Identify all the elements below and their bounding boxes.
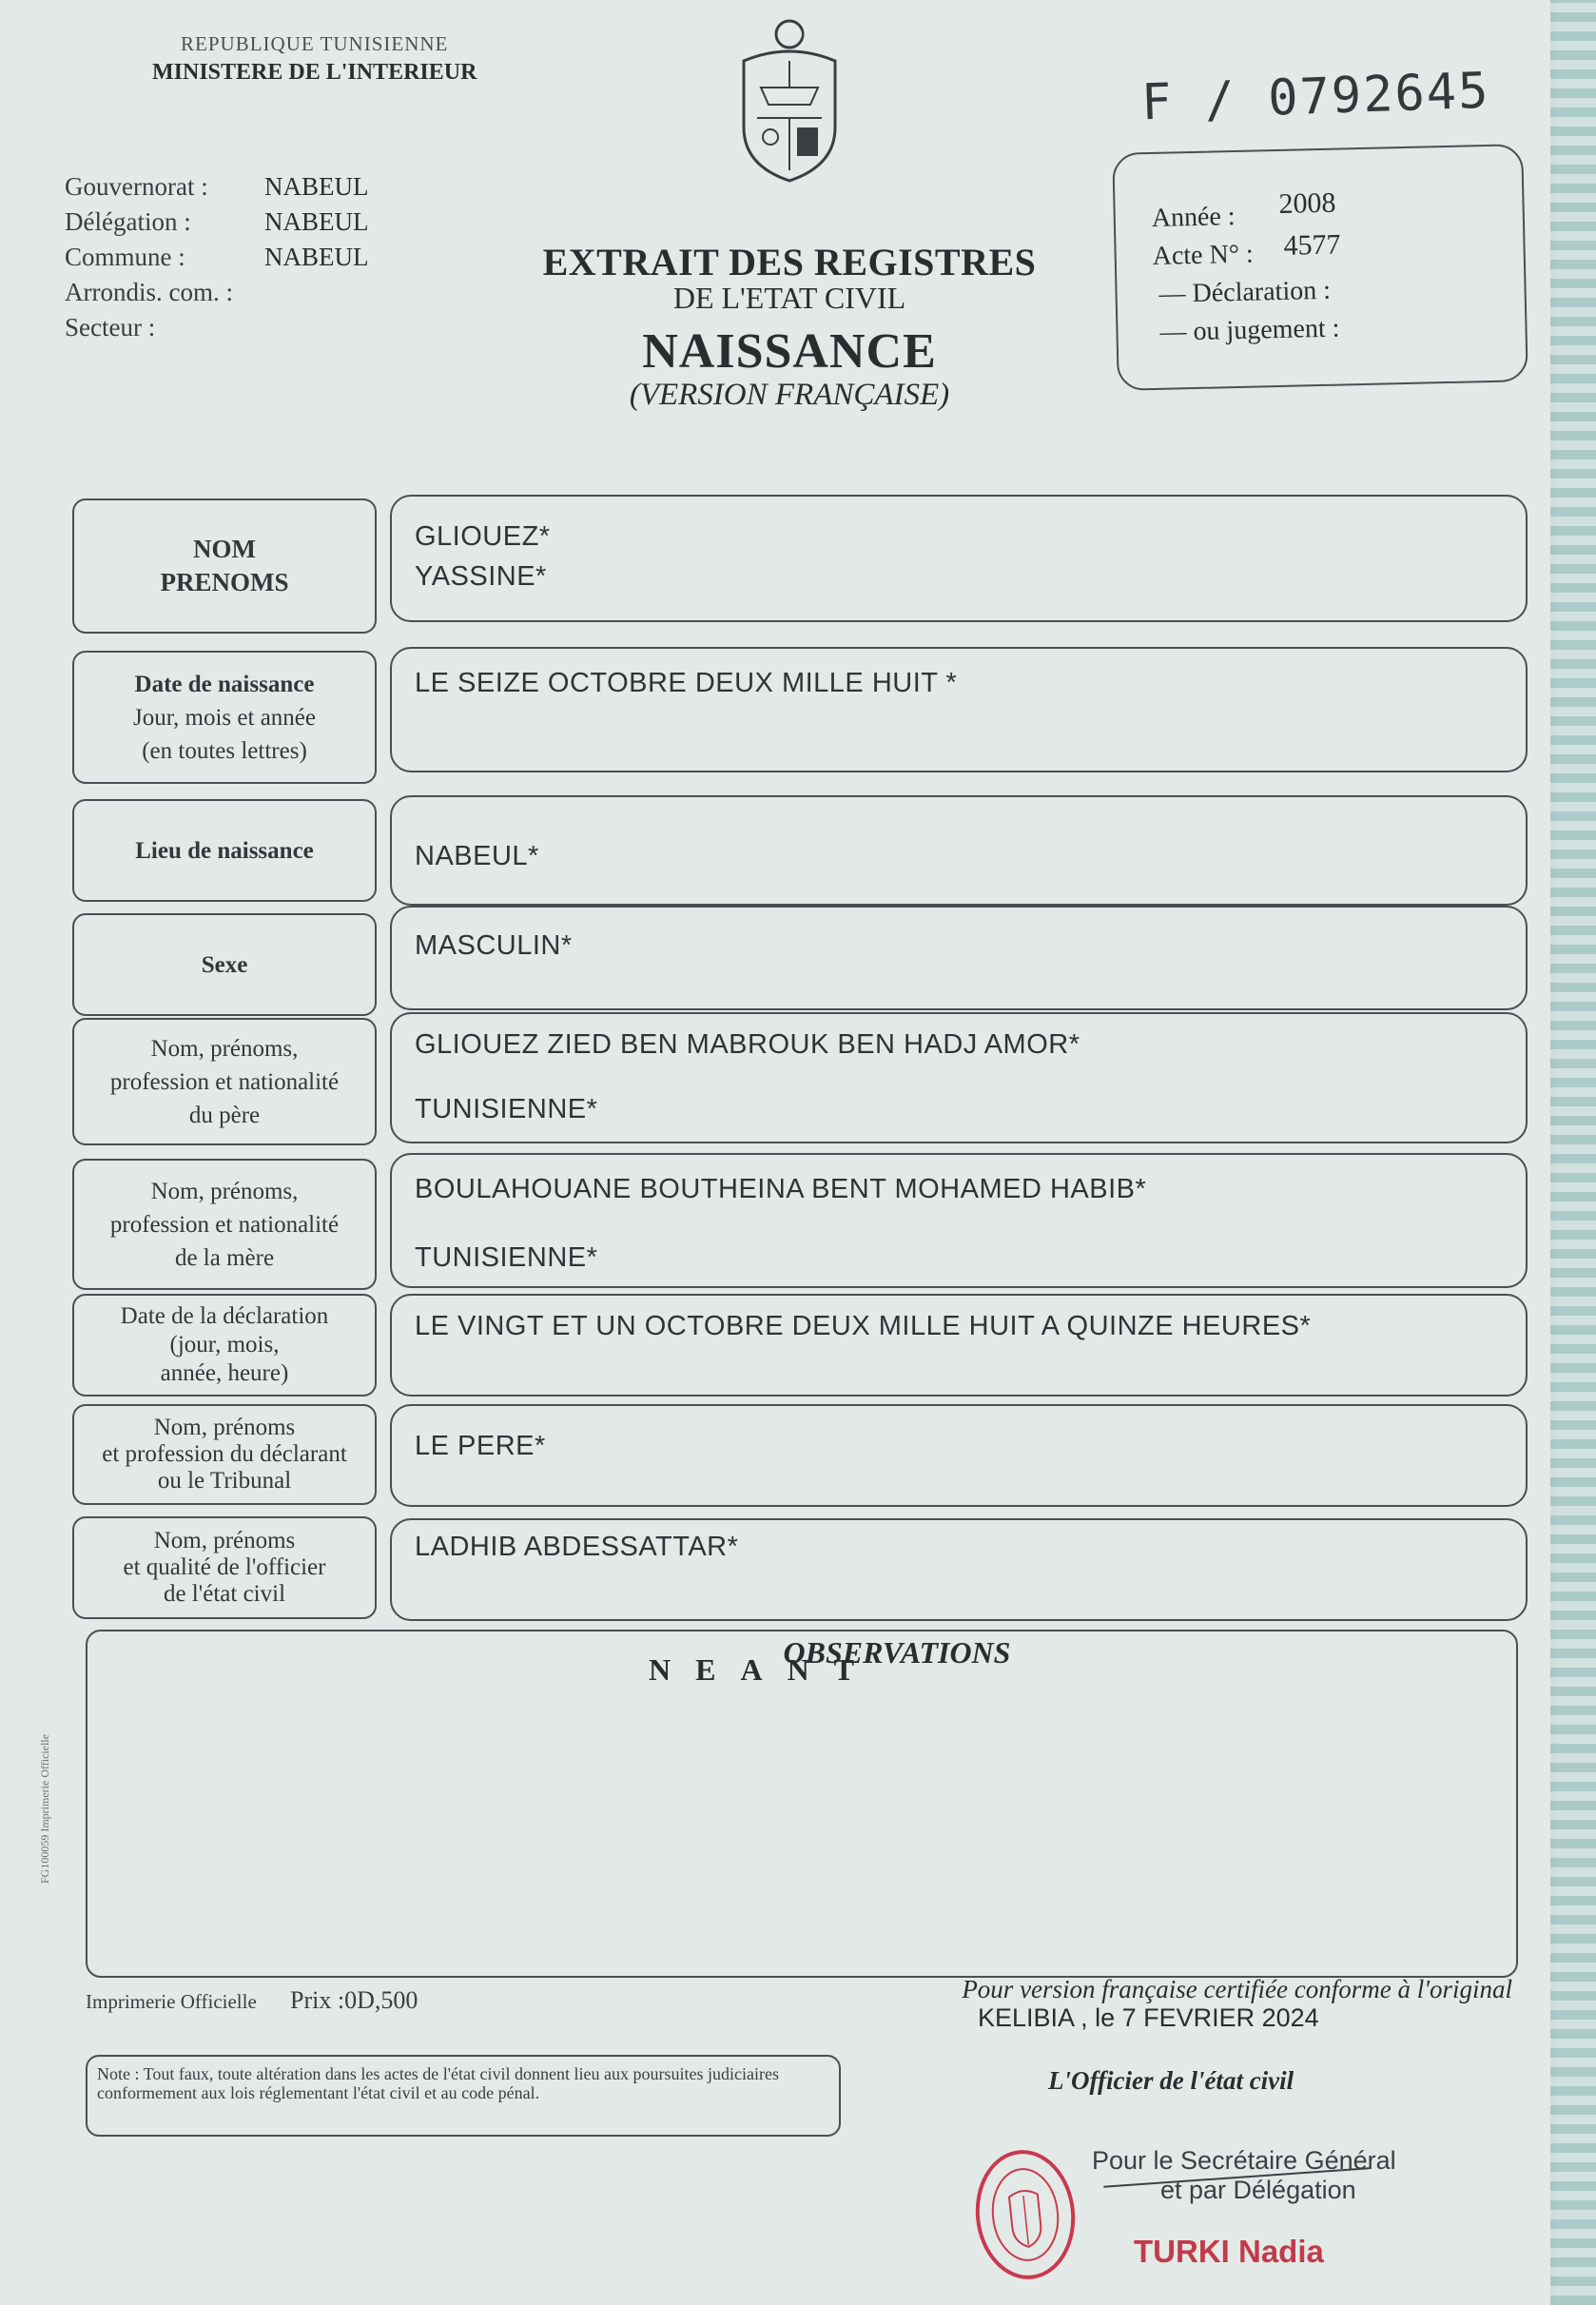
- mere-label-3: de la mère: [174, 1244, 275, 1271]
- date-naissance-label-cell: [72, 651, 377, 784]
- jugement-label: — ou jugement :: [1159, 313, 1340, 347]
- pere-label-1: Nom, prénoms,: [150, 1035, 299, 1062]
- pere-label-3: du père: [188, 1102, 261, 1128]
- ministry-header: [152, 32, 477, 86]
- officier-value-cell: [390, 1518, 1528, 1621]
- coat-of-arms-icon: [723, 13, 856, 185]
- title-line-2: DE L'ETAT CIVIL: [672, 281, 906, 315]
- row-officier: [72, 1516, 1528, 1623]
- pere-name-value: GLIOUEZ ZIED BEN MABROUK BEN HADJ AMOR*: [415, 1029, 1080, 1060]
- lieu-label-cell: [72, 799, 377, 902]
- declaration-label-3: année, heure): [160, 1360, 289, 1386]
- signature-line-1: Pour le Secrétaire Général: [1092, 2146, 1396, 2175]
- pere-nationality-value: TUNISIENNE*: [415, 1094, 598, 1124]
- secteur-label: Secteur :: [65, 313, 156, 342]
- republic-text: REPUBLIQUE TUNISIENNE: [181, 32, 449, 55]
- acte-box: [1112, 144, 1528, 391]
- officier-title: L'Officier de l'état civil: [1048, 2066, 1294, 2095]
- officier-value: LADHIB ABDESSATTAR*: [415, 1532, 739, 1562]
- annee-label: Année :: [1151, 202, 1236, 234]
- pere-value-cell: [390, 1012, 1528, 1143]
- nom-label: NOM: [193, 535, 256, 563]
- declarant-value-cell: [390, 1404, 1528, 1507]
- delegation-value: NABEUL: [264, 207, 369, 236]
- mere-label-2: profession et nationalité: [109, 1211, 340, 1238]
- declarant-label-1: Nom, prénoms: [153, 1415, 296, 1440]
- officier-label-1: Nom, prénoms: [153, 1528, 296, 1553]
- observations-box: [86, 1630, 1518, 1978]
- officier-label-3: de l'état civil: [163, 1581, 286, 1607]
- document-title: [514, 240, 1065, 413]
- date-naissance-value-cell: [390, 647, 1528, 772]
- ministry-text: MINISTERE DE L'INTERIEUR: [152, 60, 477, 85]
- row-pere: [72, 1012, 1528, 1142]
- date-naissance-label: Date de naissance: [134, 671, 315, 697]
- mere-value-cell: [390, 1153, 1528, 1288]
- sexe-label-cell: [72, 913, 377, 1016]
- location-block: [65, 169, 369, 345]
- annee-value: 2008: [1278, 186, 1336, 220]
- signatory-name: TURKI Nadia: [1134, 2234, 1324, 2269]
- declarant-label-3: ou le Tribunal: [157, 1468, 292, 1494]
- nom-label-cell: [72, 498, 377, 634]
- sexe-label: Sexe: [201, 951, 248, 978]
- delegation-label: Délégation :: [65, 207, 191, 236]
- declaration-label-cell: [72, 1294, 377, 1397]
- place-date: KELIBIA , le 7 FEVRIER 2024: [978, 2003, 1319, 2032]
- serial-number: F / 0792645: [1140, 62, 1491, 132]
- acte-value: 4577: [1283, 228, 1341, 262]
- declarant-label-cell: [72, 1404, 377, 1505]
- mere-nationality-value: TUNISIENNE*: [415, 1242, 598, 1273]
- certification-text: Pour version française certifiée conforme à l'original: [962, 1975, 1512, 2003]
- officier-label-cell: [72, 1516, 377, 1619]
- security-paper-edge: [1550, 0, 1596, 2305]
- imprimerie-text: Imprimerie Officielle: [86, 1990, 257, 2013]
- declaration-label-1: Date de la déclaration: [120, 1303, 329, 1329]
- nom-value-cell: [390, 495, 1528, 622]
- legal-note-text: Note : Tout faux, toute altération dans les actes de l'état civil donnent lieu aux poursuites judiciaires conformement aux lois réglementant l'état civil et au code pénal.: [97, 2064, 779, 2102]
- row-sexe: [72, 906, 1528, 1010]
- declaration-label-2: (jour, mois,: [169, 1332, 280, 1358]
- declaration-label: — Déclaration :: [1158, 275, 1332, 309]
- mere-name-value: BOULAHOUANE BOUTHEINA BENT MOHAMED HABIB*: [415, 1174, 1147, 1204]
- mere-label-cell: [72, 1159, 377, 1290]
- nom-value: GLIOUEZ*: [415, 521, 551, 552]
- lieu-value: NABEUL*: [415, 841, 539, 871]
- date-naissance-sub1: Jour, mois et année: [132, 704, 316, 731]
- prix-text: Prix :0D,500: [290, 1986, 418, 2014]
- acte-label: Acte N° :: [1152, 239, 1255, 271]
- date-naissance-sub2: (en toutes lettres): [142, 737, 307, 764]
- gouvernorat-label: Gouvernorat :: [65, 172, 208, 201]
- official-stamp-icon: [968, 2143, 1082, 2286]
- row-mere: [72, 1153, 1528, 1286]
- row-date-naissance: [72, 647, 1528, 780]
- legal-note-box: [86, 2055, 841, 2137]
- commune-label: Commune :: [65, 243, 185, 271]
- lieu-value-cell: [390, 795, 1528, 906]
- mere-label-1: Nom, prénoms,: [150, 1178, 299, 1204]
- row-lieu: [72, 791, 1528, 900]
- pere-label-cell: [72, 1018, 377, 1145]
- declaration-value: LE VINGT ET UN OCTOBRE DEUX MILLE HUIT A QUINZE HEURES*: [415, 1311, 1312, 1341]
- title-naissance: NAISSANCE: [642, 324, 937, 379]
- declaration-value-cell: [390, 1294, 1528, 1397]
- lieu-label: Lieu de naissance: [135, 837, 314, 864]
- row-declaration: [72, 1294, 1528, 1398]
- pere-label-2: profession et nationalité: [109, 1068, 340, 1095]
- declarant-label-2: et profession du déclarant: [102, 1441, 347, 1467]
- certification-block: [894, 1975, 1512, 2095]
- prenoms-value: YASSINE*: [415, 561, 547, 592]
- arrondis-label: Arrondis. com. :: [65, 278, 233, 306]
- signature-line-2: et par Délégation: [1160, 2176, 1356, 2204]
- observations-title: OBSERVATIONS: [783, 1635, 1011, 1670]
- title-line-1: EXTRAIT DES REGISTRES: [542, 241, 1037, 283]
- imprimerie-line: [86, 1986, 418, 2015]
- signature-block: [1092, 2146, 1396, 2270]
- declarant-value: LE PERE*: [415, 1431, 546, 1461]
- side-print-text: FG100059 Imprimerie Officielle: [38, 1733, 51, 1884]
- row-nom: [72, 495, 1528, 632]
- sexe-value: MASCULIN*: [415, 930, 573, 961]
- gouvernorat-value: NABEUL: [264, 172, 369, 201]
- title-version: (VERSION FRANÇAISE): [629, 378, 950, 412]
- date-naissance-value: LE SEIZE OCTOBRE DEUX MILLE HUIT *: [415, 668, 958, 698]
- observations-value: NEANT: [649, 1652, 880, 1687]
- sexe-value-cell: [390, 906, 1528, 1010]
- prenoms-label: PRENOMS: [160, 568, 289, 596]
- officier-label-2: et qualité de l'officier: [123, 1554, 326, 1580]
- commune-value: NABEUL: [264, 243, 369, 271]
- row-declarant: [72, 1404, 1528, 1507]
